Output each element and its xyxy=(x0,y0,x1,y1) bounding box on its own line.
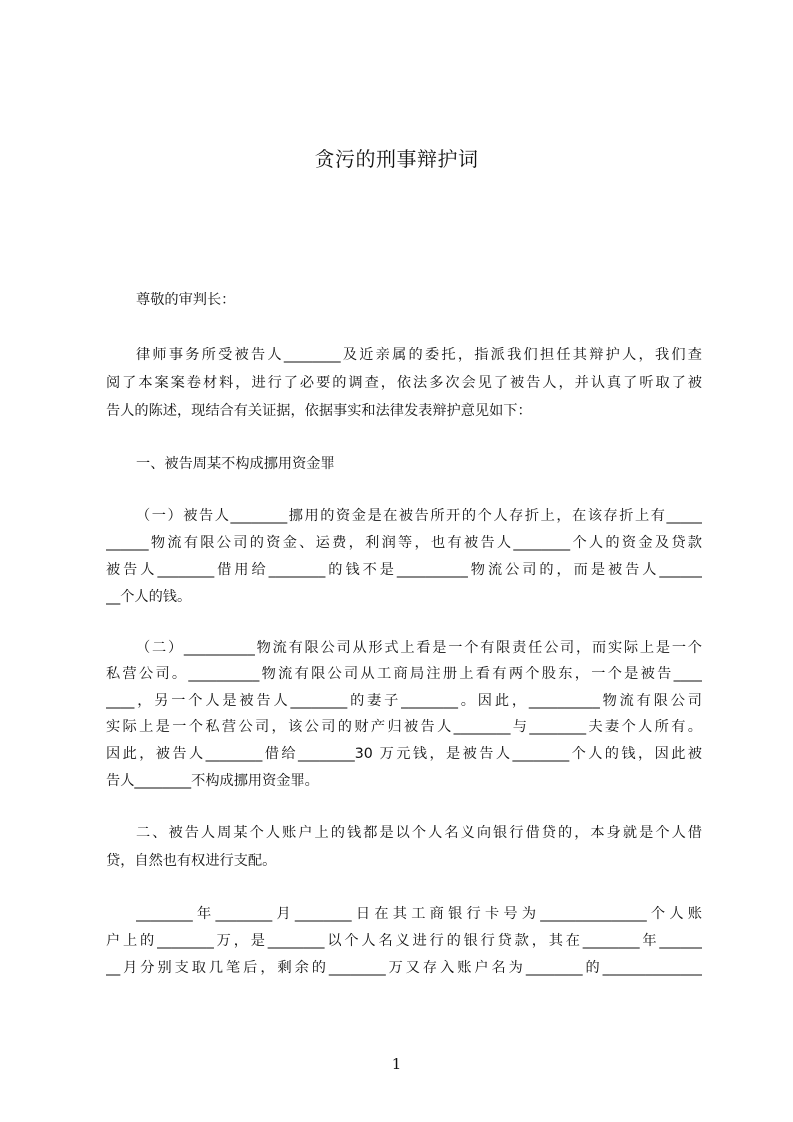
sub2-line-4: 实际上是一个私营公司，该公司的财产归被告人________与________夫妻个人所有。 xyxy=(106,719,702,735)
salutation: 尊敬的审判长： xyxy=(136,292,236,308)
sub2-line-5: 因此，被告人________借给________30 万元钱，是被告人________个人的钱，因此被 xyxy=(106,746,702,762)
sub2-line-2: 私营公司。__________物流有限公司从工商局注册上看有两个股东，一个是被告____ xyxy=(106,666,702,682)
intro-line-1: 律师事务所受被告人________及近亲属的委托，指派我们担任其辩护人，我们查 xyxy=(136,347,702,363)
para3-line-3: __月分别支取几笔后，剩余的________万又存入账户名为________的______________ xyxy=(106,960,702,976)
intro-line-3: 告人的陈述，现结合有关证据，依据事实和法律发表辩护意见如下： xyxy=(106,403,532,419)
sub1-line-2: ______物流有限公司的资金、运费，利润等，也有被告人________个人的资金及贷款 xyxy=(106,535,702,551)
document-title: 贪污的刑事辩护词 xyxy=(314,147,479,171)
sub1-line-1: （一）被告人________挪用的资金是在被告所开的个人存折上，在该存折上有_____ xyxy=(136,508,702,524)
para3-line-1: ________年________月________日在其工商银行卡号为_______________个人账 xyxy=(136,906,702,922)
section-heading-2-line-2: 贷，自然也有权进行支配。 xyxy=(106,853,277,869)
sub1-line-3: 被告人________借用给________的钱不是__________物流公司的，而是被告人______ xyxy=(106,562,702,578)
page-number: 1 xyxy=(391,1055,402,1073)
para3-line-2: 户上的________万，是________以个人名义进行的银行贷款，其在________年______ xyxy=(106,933,702,949)
sub2-line-1: （二）__________物流有限公司从形式上看是一个有限责任公司，而实际上是一个 xyxy=(136,640,702,656)
sub1-line-4: __个人的钱。 xyxy=(106,589,192,605)
section-heading-1: 一、被告周某不构成挪用资金罪 xyxy=(136,456,335,472)
sub2-line-3: ____，另一个人是被告人________的妻子________。因此，__________物流有限公司 xyxy=(106,693,702,709)
sub2-line-6: 告人________不构成挪用资金罪。 xyxy=(106,773,319,789)
section-heading-2-line-1: 二、被告人周某个人账户上的钱都是以个人名义向银行借贷的，本身就是个人借 xyxy=(136,825,702,841)
intro-line-2: 阅了本案案卷材料，进行了必要的调查，依法多次会见了被告人，并认真了听取了被 xyxy=(106,375,702,391)
